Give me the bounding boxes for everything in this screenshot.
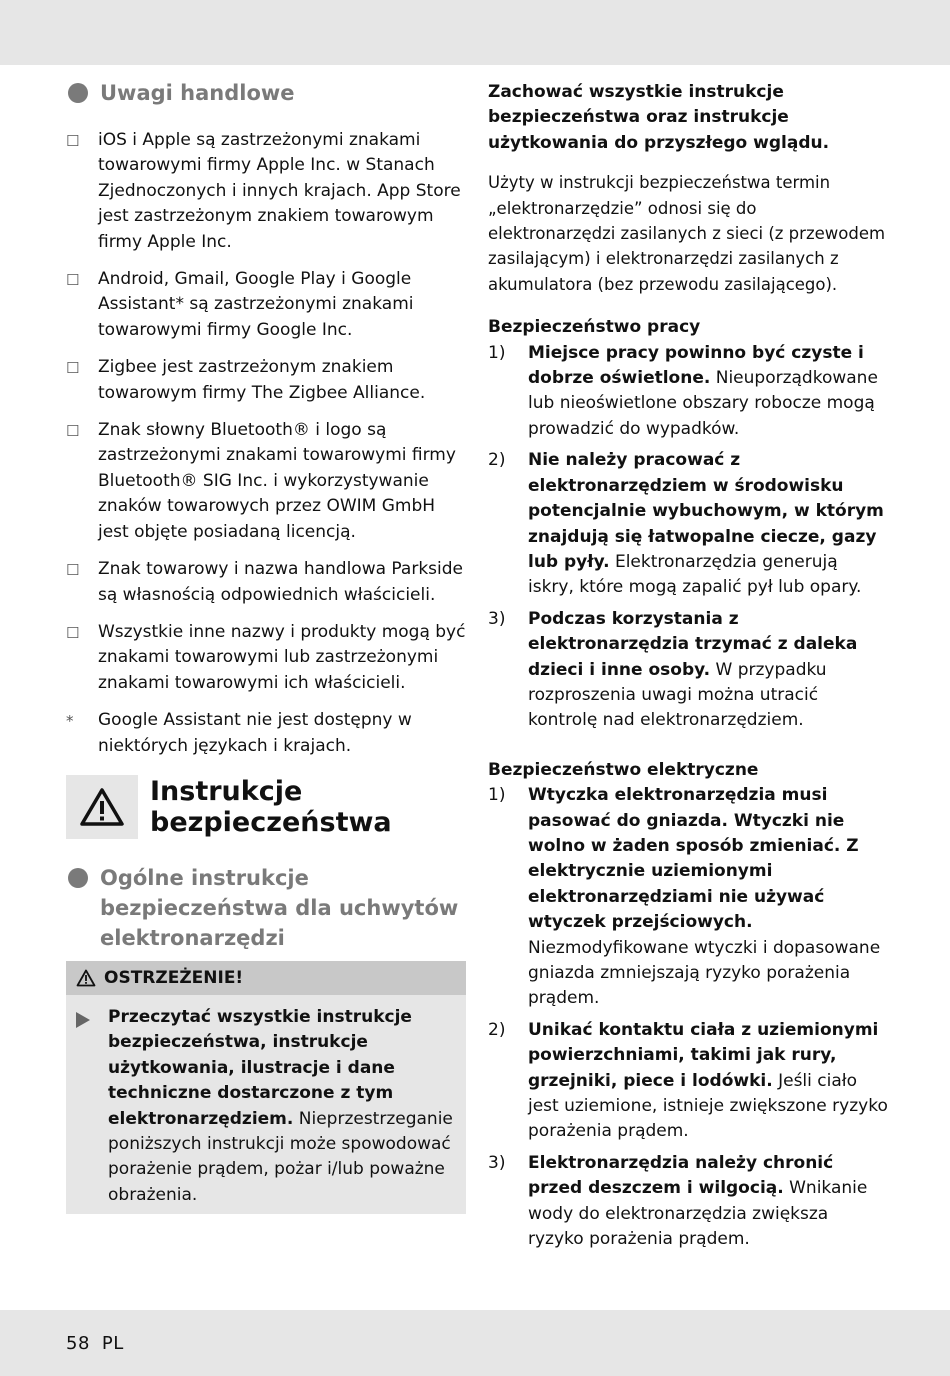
warning-body: Przeczytać wszystkie instrukcje bezpieczeństwa, instrukcje użytkowania, ilustracje i dane techniczne dostarczone z tym elektronarzędziem. Nieprzestrzeganie poniższych instrukcji może spowodować porażenie prądem, pożar i/lub poważne obrażenia. — [66, 995, 466, 1214]
list-item: 2) Unikać kontaktu ciała z uziemionymi powierzchniami, takimi jak rury, grzejniki, piece i lodówki. Jeśli ciało jest uziemione, istnieje zwiększone ryzyko porażenia prądem. — [488, 1019, 888, 1142]
general-safety-heading: Ogólne instrukcje bezpieczeństwa dla uchwytów elektronarzędzi — [66, 863, 466, 953]
right-column — [488, 80, 888, 1258]
list-item: ☐ iOS i Apple są zastrzeżonymi znakami towarowymi firmy Apple Inc. w Stanach Zjednoczonych i innych krajach. App Store jest zastrzeżonym znakiem towarowym firmy Apple Inc. — [66, 128, 466, 255]
keep-instructions: Zachować wszystkie instrukcje bezpieczeństwa oraz instrukcje użytkowania do przyszłego wglądu. — [488, 82, 830, 153]
list-item: 3) Elektronarzędzia należy chronić przed deszczem i wilgocią. Wnikanie wody do elektronarzędzia zwiększa ryzyko porażenia prądem. — [488, 1152, 868, 1250]
page-footer — [66, 1333, 136, 1354]
warning-box — [66, 961, 466, 1214]
arrow-right-icon — [76, 1005, 108, 1208]
list-item: ☐ Android, Gmail, Google Play i Google Assistant* są zastrzeżonymi znakami towarowymi firmy Google Inc. — [66, 267, 466, 343]
list-item: ☐ Zigbee jest zastrzeżonym znakiem towarowym firmy The Zigbee Alliance. — [66, 355, 466, 406]
list-item: ☐ Wszystkie inne nazwy i produkty mogą być znakami towarowymi lub zastrzeżonymi znakami towarowymi ich właścicieli. — [66, 620, 466, 696]
electrical-safety-heading: Bezpieczeństwo elektryczne — [488, 759, 759, 780]
list-item: ☐ Znak słowny Bluetooth® i logo są zastrzeżonymi znakami towarowymi firmy Bluetooth® SIG Inc. i wykorzystywanie znaków towarowych przez OWIM GmbH jest objęte posiadaną licencją. — [66, 418, 466, 545]
checkbox-icon: ☐ — [66, 132, 80, 150]
trade-notes-heading: Uwagi handlowe — [66, 78, 466, 108]
warning-small-icon — [76, 969, 96, 987]
list-item: 1) Wtyczka elektronarzędzia musi pasować do gniazda. Wtyczki nie wolno w żaden sposób zmieniać. Z elektrycznie uziemionymi elektronarzędziami nie używać wtyczek przejściowych. Niezmodyfikowane wtyczki i dopasowane gniazda zmniejszają ryzyko porażenia prądem. — [488, 785, 881, 1009]
electrical-safety-list — [488, 783, 888, 1252]
warning-triangle-icon — [66, 775, 138, 839]
bullet-dot-icon — [68, 868, 88, 888]
checkbox-icon: ☐ — [66, 561, 80, 580]
list-item: 1) Miejsce pracy powinno być czyste i dobrze oświetlone. Nieuporządkowane lub nieoświetlone obszary robocze mogą prowadzić do wypadków. — [488, 342, 878, 439]
bullet-dot-icon — [68, 83, 88, 103]
checkbox-icon: ☐ — [66, 623, 80, 642]
safety-title-block — [66, 775, 466, 839]
list-item: ☐ Znak towarowy i nazwa handlowa Parkside są własnością odpowiednich właścicieli. — [66, 557, 466, 608]
page-number: 58 — [66, 1333, 90, 1354]
term-definition: Użyty w instrukcji bezpieczeństwa termin „elektronarzędzie” odnosi się do elektronarzędzi zasilanych z sieci (z przewodem zasilającym) i elektronarzędzi zasilanych z akumulatora (bez przewodu zasilającego). — [488, 173, 886, 294]
list-item: 3) Podczas korzystania z elektronarzędzia trzymać z daleka dzieci i inne osoby. W przypadku rozproszenia uwagi można utracić kontrolę nad elektronarzędziem. — [488, 608, 858, 731]
trade-notes-list — [66, 128, 466, 759]
language-code: PL — [101, 1333, 124, 1354]
checkbox-icon: ☐ — [66, 271, 80, 290]
list-item: 2) Nie należy pracować z elektronarzędziem w środowisku potencjalnie wybuchowym, w którym znajdują się łatwopalne ciecze, gazy lub pyły. Elektronarzędzia generują iskry, które mogą zapalić pył lub opary. — [488, 450, 884, 598]
bottom-band — [0, 1310, 950, 1376]
work-safety-heading: Bezpieczeństwo pracy — [488, 317, 701, 338]
page-title: Instrukcje bezpieczeństwa — [150, 775, 392, 838]
checkbox-icon: ☐ — [66, 359, 80, 378]
left-column — [66, 78, 466, 1214]
footnote: * Google Assistant nie jest dostępny w niektórych językach i krajach. — [66, 710, 412, 756]
work-safety-list — [488, 341, 888, 734]
top-band — [0, 0, 950, 65]
warning-header: OSTRZEŻENIE! — [66, 961, 466, 995]
checkbox-icon: ☐ — [66, 422, 80, 441]
